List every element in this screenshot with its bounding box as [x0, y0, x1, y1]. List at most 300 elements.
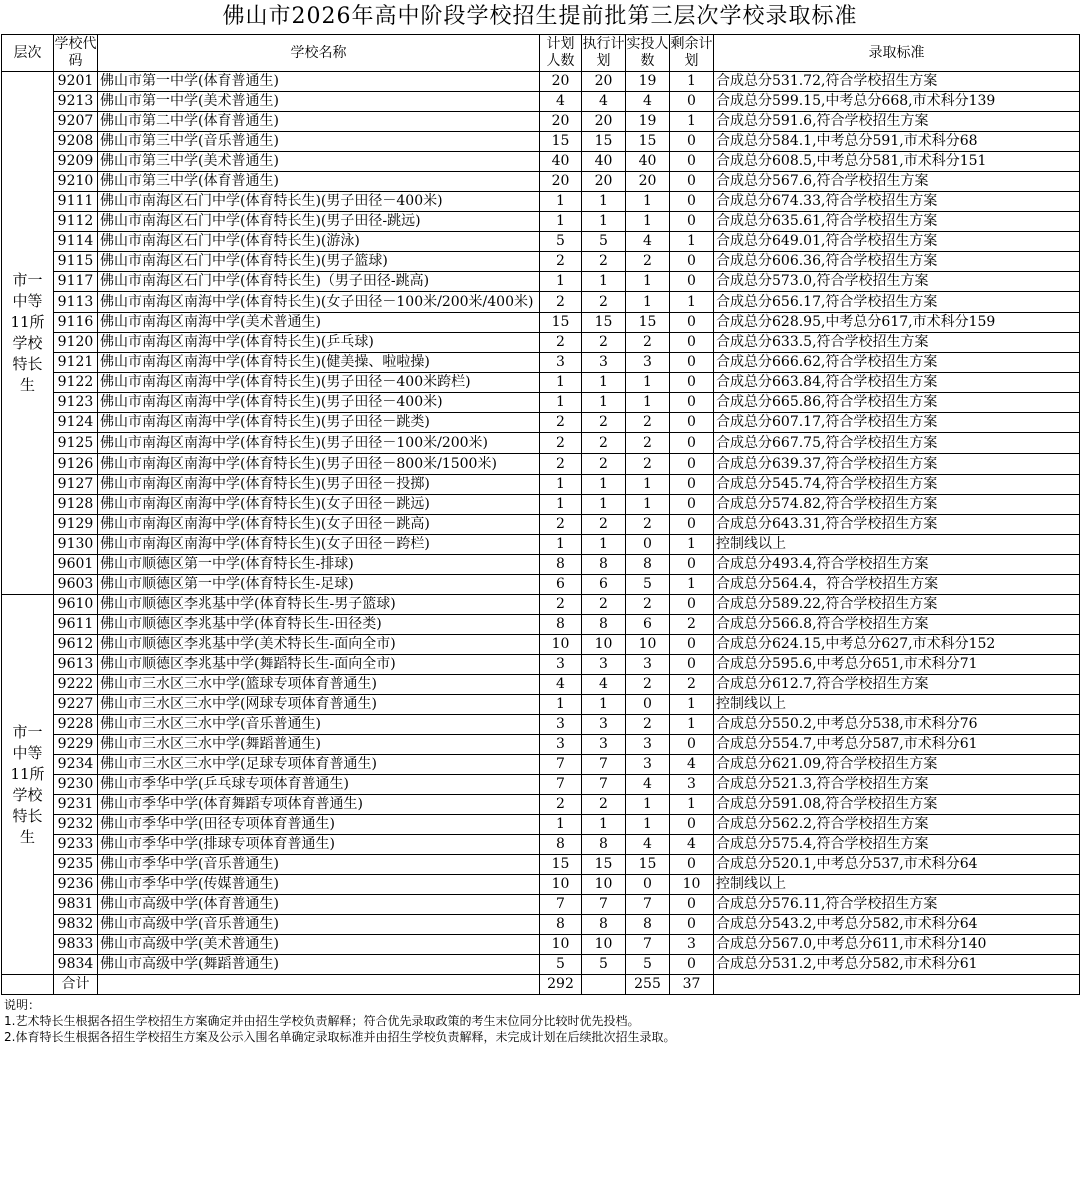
actual-count: 8 [626, 915, 670, 935]
remain-plan: 0 [670, 172, 714, 192]
admission-standard: 合成总分531.72,符合学校招生方案 [714, 72, 1080, 92]
admission-standard: 合成总分591.08,符合学校招生方案 [714, 795, 1080, 815]
school-code: 9228 [54, 715, 98, 735]
remain-plan: 0 [670, 252, 714, 272]
plan-count: 2 [540, 595, 582, 615]
actual-count: 2 [626, 715, 670, 735]
actual-count: 1 [626, 272, 670, 292]
school-name: 佛山市南海区石门中学(体育特长生)(男子田径－400米) [98, 192, 540, 212]
exec-plan: 2 [582, 795, 626, 815]
admission-standard: 合成总分531.2,中考总分582,市术科分61 [714, 955, 1080, 975]
exec-plan: 3 [582, 353, 626, 373]
school-name: 佛山市南海区南海中学(体育特长生)(男子田径－投掷) [98, 475, 540, 495]
exec-plan: 8 [582, 555, 626, 575]
admission-standard: 合成总分550.2,中考总分538,市术科分76 [714, 715, 1080, 735]
school-code: 9234 [54, 755, 98, 775]
table-row [2, 515, 1080, 535]
school-name: 佛山市南海区石门中学(体育特长生)(男子田径-跳远) [98, 212, 540, 232]
actual-count: 4 [626, 835, 670, 855]
remain-plan: 3 [670, 775, 714, 795]
school-name: 佛山市季华中学(乒乓球专项体育普通生) [98, 775, 540, 795]
school-code: 9611 [54, 615, 98, 635]
admission-standard: 合成总分573.0,符合学校招生方案 [714, 272, 1080, 292]
table-row [2, 495, 1080, 515]
school-name: 佛山市三水区三水中学(足球专项体育普通生) [98, 755, 540, 775]
table-body [2, 72, 1080, 975]
plan-count: 2 [540, 413, 582, 433]
table-row [2, 595, 1080, 615]
actual-count: 3 [626, 353, 670, 373]
header-remain: 剩余计划 [670, 35, 714, 72]
remain-plan: 1 [670, 292, 714, 313]
exec-plan: 10 [582, 635, 626, 655]
admission-standard: 合成总分584.1,中考总分591,市术科分68 [714, 132, 1080, 152]
table-row [2, 635, 1080, 655]
school-code: 9111 [54, 192, 98, 212]
admission-standard: 合成总分612.7,符合学校招生方案 [714, 675, 1080, 695]
exec-plan: 2 [582, 292, 626, 313]
header-plan: 计划人数 [540, 35, 582, 72]
plan-count: 20 [540, 72, 582, 92]
table-row [2, 735, 1080, 755]
admission-standard: 控制线以上 [714, 535, 1080, 555]
exec-plan: 5 [582, 232, 626, 252]
exec-plan: 1 [582, 373, 626, 393]
actual-count: 1 [626, 393, 670, 413]
table-row [2, 433, 1080, 454]
remain-plan: 0 [670, 132, 714, 152]
school-name: 佛山市三水区三水中学(音乐普通生) [98, 715, 540, 735]
table-row [2, 575, 1080, 595]
total-label: 合计 [54, 975, 98, 995]
actual-count: 2 [626, 333, 670, 353]
school-name: 佛山市南海区南海中学(美术普通生) [98, 313, 540, 333]
admission-standard: 合成总分543.2,中考总分582,市术科分64 [714, 915, 1080, 935]
admission-standard: 合成总分665.86,符合学校招生方案 [714, 393, 1080, 413]
admission-standard: 合成总分567.0,中考总分611,市术科分140 [714, 935, 1080, 955]
school-name: 佛山市第三中学(体育普通生) [98, 172, 540, 192]
table-row [2, 232, 1080, 252]
exec-plan: 3 [582, 735, 626, 755]
school-name: 佛山市顺德区第一中学(体育特长生-足球) [98, 575, 540, 595]
plan-count: 1 [540, 695, 582, 715]
admission-standard: 合成总分639.37,符合学校招生方案 [714, 454, 1080, 475]
plan-count: 20 [540, 172, 582, 192]
actual-count: 0 [626, 535, 670, 555]
document-title: 佛山市2026年高中阶段学校招生提前批第三层次学校录取标准 [222, 4, 858, 29]
remain-plan: 0 [670, 212, 714, 232]
school-code: 9129 [54, 515, 98, 535]
school-name: 佛山市南海区南海中学(体育特长生)(男子田径－800米/1500米) [98, 454, 540, 475]
plan-count: 3 [540, 655, 582, 675]
school-code: 9123 [54, 393, 98, 413]
school-name: 佛山市南海区石门中学(体育特长生)(男子篮球) [98, 252, 540, 272]
school-name: 佛山市顺德区李兆基中学(体育特长生-男子篮球) [98, 595, 540, 615]
table-row [2, 333, 1080, 353]
actual-count: 6 [626, 615, 670, 635]
exec-plan: 15 [582, 132, 626, 152]
exec-plan: 20 [582, 172, 626, 192]
remain-plan: 10 [670, 875, 714, 895]
note-item: 2.体育特长生根据各招生学校招生方案及公示入围名单确定录取标准并由招生学校负责解释，未完成计划在后续批次招生录取。 [4, 1030, 676, 1044]
exec-plan: 7 [582, 895, 626, 915]
table-row [2, 454, 1080, 475]
actual-count: 7 [626, 935, 670, 955]
actual-count: 8 [626, 555, 670, 575]
remain-plan: 0 [670, 555, 714, 575]
exec-plan: 20 [582, 72, 626, 92]
school-name: 佛山市南海区石门中学(体育特长生)（男子田径-跳高) [98, 272, 540, 292]
plan-count: 1 [540, 212, 582, 232]
plan-count: 3 [540, 735, 582, 755]
school-name: 佛山市季华中学(传媒普通生) [98, 875, 540, 895]
remain-plan: 0 [670, 895, 714, 915]
table-row [2, 775, 1080, 795]
admission-standard: 合成总分554.7,中考总分587,市术科分61 [714, 735, 1080, 755]
remain-plan: 0 [670, 373, 714, 393]
school-code: 9603 [54, 575, 98, 595]
school-name: 佛山市季华中学(体育舞蹈专项体育普通生) [98, 795, 540, 815]
table-row [2, 393, 1080, 413]
exec-plan: 1 [582, 212, 626, 232]
table-row [2, 855, 1080, 875]
actual-count: 2 [626, 433, 670, 454]
school-code: 9229 [54, 735, 98, 755]
remain-plan: 0 [670, 735, 714, 755]
school-name: 佛山市季华中学(田径专项体育普通生) [98, 815, 540, 835]
table-row [2, 795, 1080, 815]
school-code: 9117 [54, 272, 98, 292]
remain-plan: 0 [670, 333, 714, 353]
admission-standard: 合成总分621.09,符合学校招生方案 [714, 755, 1080, 775]
remain-plan: 1 [670, 72, 714, 92]
plan-count: 7 [540, 755, 582, 775]
remain-plan: 1 [670, 232, 714, 252]
exec-plan: 2 [582, 333, 626, 353]
school-code: 9113 [54, 292, 98, 313]
total-level-cell [2, 975, 54, 995]
school-code: 9612 [54, 635, 98, 655]
school-name: 佛山市南海区南海中学(体育特长生)(男子田径－400米跨栏) [98, 373, 540, 393]
table-row [2, 292, 1080, 313]
admission-standard: 合成总分595.6,中考总分651,市术科分71 [714, 655, 1080, 675]
exec-plan: 8 [582, 835, 626, 855]
school-name: 佛山市三水区三水中学(网球专项体育普通生) [98, 695, 540, 715]
remain-plan: 0 [670, 433, 714, 454]
table-row [2, 935, 1080, 955]
school-name: 佛山市南海区石门中学(体育特长生)(游泳) [98, 232, 540, 252]
plan-count: 10 [540, 635, 582, 655]
actual-count: 4 [626, 92, 670, 112]
plan-count: 1 [540, 373, 582, 393]
total-plan: 292 [540, 975, 582, 995]
school-code: 9207 [54, 112, 98, 132]
exec-plan: 7 [582, 775, 626, 795]
actual-count: 5 [626, 575, 670, 595]
school-code: 9233 [54, 835, 98, 855]
remain-plan: 0 [670, 152, 714, 172]
total-standard-cell [714, 975, 1080, 995]
table-row [2, 955, 1080, 975]
school-code: 9208 [54, 132, 98, 152]
plan-count: 8 [540, 915, 582, 935]
remain-plan: 0 [670, 353, 714, 373]
admission-standard: 合成总分663.84,符合学校招生方案 [714, 373, 1080, 393]
plan-count: 2 [540, 292, 582, 313]
admission-standard: 合成总分628.95,中考总分617,市术科分159 [714, 313, 1080, 333]
plan-count: 1 [540, 495, 582, 515]
header-name: 学校名称 [98, 35, 540, 72]
exec-plan: 2 [582, 515, 626, 535]
admission-standard: 合成总分624.15,中考总分627,市术科分152 [714, 635, 1080, 655]
admission-standard: 控制线以上 [714, 875, 1080, 895]
actual-count: 1 [626, 373, 670, 393]
school-code: 9124 [54, 413, 98, 433]
exec-plan: 5 [582, 955, 626, 975]
actual-count: 0 [626, 875, 670, 895]
header-exec: 执行计划 [582, 35, 626, 72]
exec-plan: 2 [582, 595, 626, 615]
admission-standard: 合成总分633.5,符合学校招生方案 [714, 333, 1080, 353]
table-row [2, 272, 1080, 292]
school-code: 9128 [54, 495, 98, 515]
table-row [2, 172, 1080, 192]
plan-count: 7 [540, 775, 582, 795]
admission-standard: 合成总分566.8,符合学校招生方案 [714, 615, 1080, 635]
school-code: 9213 [54, 92, 98, 112]
school-name: 佛山市高级中学(体育普通生) [98, 895, 540, 915]
admission-standards-table [1, 34, 1080, 995]
remain-plan: 1 [670, 715, 714, 735]
level-cell: 市一中等11所学校特长生 [2, 72, 54, 595]
plan-count: 2 [540, 454, 582, 475]
actual-count: 2 [626, 675, 670, 695]
admission-standard: 合成总分656.17,符合学校招生方案 [714, 292, 1080, 313]
admission-standard: 合成总分674.33,符合学校招生方案 [714, 192, 1080, 212]
plan-count: 4 [540, 675, 582, 695]
total-exec [582, 975, 626, 995]
table-row [2, 755, 1080, 775]
total-name-cell [98, 975, 540, 995]
plan-count: 4 [540, 92, 582, 112]
school-code: 9834 [54, 955, 98, 975]
plan-count: 8 [540, 615, 582, 635]
school-name: 佛山市南海区南海中学(体育特长生)(男子田径－400米) [98, 393, 540, 413]
remain-plan: 0 [670, 313, 714, 333]
plan-count: 1 [540, 393, 582, 413]
remain-plan: 0 [670, 454, 714, 475]
table-row [2, 875, 1080, 895]
plan-count: 2 [540, 515, 582, 535]
remain-plan: 0 [670, 855, 714, 875]
school-name: 佛山市南海区南海中学(体育特长生)(健美操、啦啦操) [98, 353, 540, 373]
plan-count: 8 [540, 835, 582, 855]
school-code: 9235 [54, 855, 98, 875]
school-name: 佛山市南海区南海中学(体育特长生)(女子田径－跳高) [98, 515, 540, 535]
admission-standard: 合成总分607.17,符合学校招生方案 [714, 413, 1080, 433]
admission-standard: 合成总分666.62,符合学校招生方案 [714, 353, 1080, 373]
school-code: 9831 [54, 895, 98, 915]
school-code: 9126 [54, 454, 98, 475]
actual-count: 15 [626, 132, 670, 152]
actual-count: 2 [626, 413, 670, 433]
school-name: 佛山市第三中学(音乐普通生) [98, 132, 540, 152]
table-row [2, 212, 1080, 232]
actual-count: 0 [626, 695, 670, 715]
admission-standard: 合成总分562.2,符合学校招生方案 [714, 815, 1080, 835]
remain-plan: 4 [670, 755, 714, 775]
school-name: 佛山市南海区南海中学(体育特长生)(女子田径－100米/200米/400米) [98, 292, 540, 313]
remain-plan: 1 [670, 112, 714, 132]
table-row [2, 72, 1080, 92]
actual-count: 1 [626, 795, 670, 815]
remain-plan: 4 [670, 835, 714, 855]
actual-count: 19 [626, 72, 670, 92]
remain-plan: 0 [670, 192, 714, 212]
school-code: 9232 [54, 815, 98, 835]
admission-standard: 合成总分521.3,符合学校招生方案 [714, 775, 1080, 795]
remain-plan: 0 [670, 495, 714, 515]
table-row [2, 835, 1080, 855]
admission-standard: 合成总分643.31,符合学校招生方案 [714, 515, 1080, 535]
admission-standard: 合成总分520.1,中考总分537,市术科分64 [714, 855, 1080, 875]
admission-standard: 合成总分567.6,符合学校招生方案 [714, 172, 1080, 192]
plan-count: 1 [540, 815, 582, 835]
school-code: 9209 [54, 152, 98, 172]
actual-count: 15 [626, 313, 670, 333]
plan-count: 1 [540, 475, 582, 495]
table-row [2, 112, 1080, 132]
school-name: 佛山市南海区南海中学(体育特长生)(男子田径－100米/200米) [98, 433, 540, 454]
exec-plan: 1 [582, 535, 626, 555]
school-name: 佛山市南海区南海中学(体育特长生)(男子田径－跳类) [98, 413, 540, 433]
admission-standard: 合成总分564.4，符合学校招生方案 [714, 575, 1080, 595]
exec-plan: 4 [582, 92, 626, 112]
total-row [2, 975, 1080, 995]
table-row [2, 535, 1080, 555]
exec-plan: 1 [582, 475, 626, 495]
table-row [2, 475, 1080, 495]
exec-plan: 10 [582, 875, 626, 895]
school-name: 佛山市第一中学(体育普通生) [98, 72, 540, 92]
exec-plan: 15 [582, 855, 626, 875]
actual-count: 4 [626, 775, 670, 795]
school-name: 佛山市高级中学(音乐普通生) [98, 915, 540, 935]
school-name: 佛山市南海区南海中学(体育特长生)(女子田径－跳远) [98, 495, 540, 515]
exec-plan: 20 [582, 112, 626, 132]
plan-count: 3 [540, 715, 582, 735]
table-row [2, 915, 1080, 935]
school-code: 9613 [54, 655, 98, 675]
table-row [2, 413, 1080, 433]
admission-standard: 控制线以上 [714, 695, 1080, 715]
school-code: 9127 [54, 475, 98, 495]
plan-count: 7 [540, 895, 582, 915]
school-code: 9832 [54, 915, 98, 935]
exec-plan: 15 [582, 313, 626, 333]
table-row [2, 655, 1080, 675]
level-cell: 市一中等11所学校特长生 [2, 595, 54, 975]
remain-plan: 2 [670, 675, 714, 695]
actual-count: 1 [626, 212, 670, 232]
school-name: 佛山市南海区南海中学(体育特长生)(女子田径－跨栏) [98, 535, 540, 555]
plan-count: 6 [540, 575, 582, 595]
exec-plan: 7 [582, 755, 626, 775]
remain-plan: 0 [670, 475, 714, 495]
actual-count: 2 [626, 595, 670, 615]
school-code: 9122 [54, 373, 98, 393]
exec-plan: 10 [582, 935, 626, 955]
school-code: 9833 [54, 935, 98, 955]
actual-count: 2 [626, 515, 670, 535]
plan-count: 8 [540, 555, 582, 575]
school-code: 9121 [54, 353, 98, 373]
remain-plan: 1 [670, 695, 714, 715]
actual-count: 15 [626, 855, 670, 875]
exec-plan: 8 [582, 915, 626, 935]
header-standard: 录取标准 [714, 35, 1080, 72]
table-row [2, 252, 1080, 272]
exec-plan: 1 [582, 815, 626, 835]
actual-count: 1 [626, 495, 670, 515]
remain-plan: 0 [670, 413, 714, 433]
plan-count: 1 [540, 192, 582, 212]
exec-plan: 2 [582, 454, 626, 475]
admission-standard: 合成总分589.22,符合学校招生方案 [714, 595, 1080, 615]
remain-plan: 0 [670, 655, 714, 675]
note-item: 1.艺术特长生根据各招生学校招生方案确定并由招生学校负责解释；符合优先录取政策的考生末位同分比较时优先投档。 [4, 1014, 640, 1028]
school-name: 佛山市高级中学(舞蹈普通生) [98, 955, 540, 975]
school-name: 佛山市三水区三水中学(篮球专项体育普通生) [98, 675, 540, 695]
actual-count: 1 [626, 292, 670, 313]
table-header-row [2, 35, 1080, 72]
actual-count: 20 [626, 172, 670, 192]
school-name: 佛山市三水区三水中学(舞蹈普通生) [98, 735, 540, 755]
plan-count: 10 [540, 875, 582, 895]
notes-section [0, 995, 1080, 1045]
school-code: 9115 [54, 252, 98, 272]
remain-plan: 0 [670, 272, 714, 292]
plan-count: 20 [540, 112, 582, 132]
exec-plan: 2 [582, 252, 626, 272]
remain-plan: 1 [670, 575, 714, 595]
actual-count: 2 [626, 454, 670, 475]
plan-count: 40 [540, 152, 582, 172]
exec-plan: 1 [582, 495, 626, 515]
table-row [2, 132, 1080, 152]
actual-count: 3 [626, 655, 670, 675]
school-code: 9112 [54, 212, 98, 232]
plan-count: 15 [540, 855, 582, 875]
admission-standard: 合成总分575.4,符合学校招生方案 [714, 835, 1080, 855]
admission-standard: 合成总分545.74,符合学校招生方案 [714, 475, 1080, 495]
school-name: 佛山市顺德区李兆基中学(体育特长生-田径类) [98, 615, 540, 635]
school-code: 9230 [54, 775, 98, 795]
table-row [2, 555, 1080, 575]
exec-plan: 1 [582, 695, 626, 715]
table-row [2, 152, 1080, 172]
school-code: 9610 [54, 595, 98, 615]
remain-plan: 0 [670, 815, 714, 835]
admission-standard: 合成总分576.11,符合学校招生方案 [714, 895, 1080, 915]
remain-plan: 0 [670, 92, 714, 112]
plan-count: 15 [540, 132, 582, 152]
plan-count: 10 [540, 935, 582, 955]
school-name: 佛山市第二中学(体育普通生) [98, 112, 540, 132]
table-row [2, 815, 1080, 835]
actual-count: 1 [626, 192, 670, 212]
remain-plan: 0 [670, 915, 714, 935]
